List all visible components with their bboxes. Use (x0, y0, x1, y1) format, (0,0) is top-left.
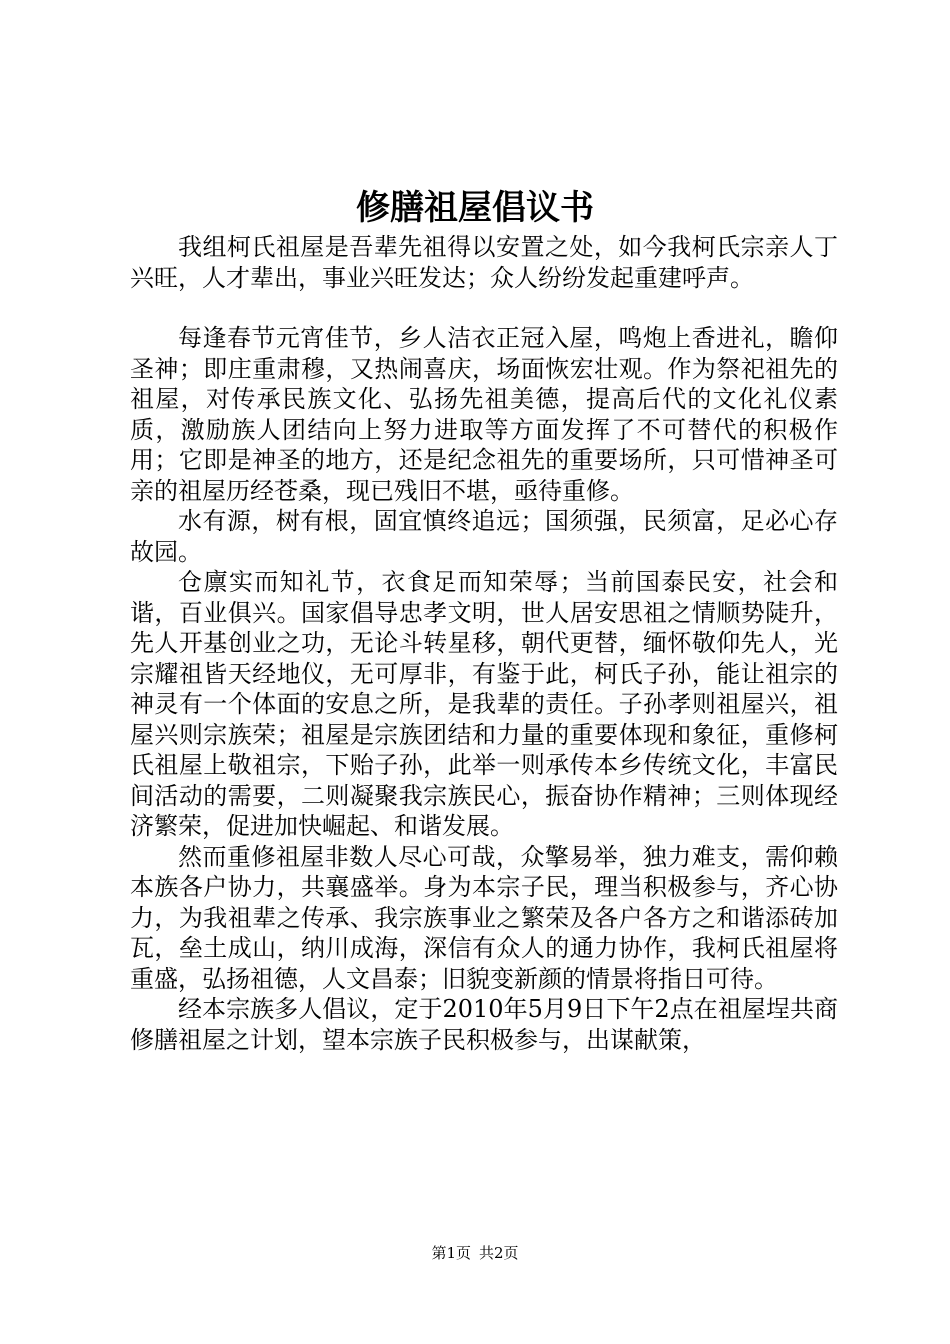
paragraph: 每逢春节元宵佳节，乡人洁衣正冠入屋，鸣炮上香进礼，瞻仰圣神；即庄重肃穆，又热闹喜庆，场面恢宏壮观。作为祭祀祖先的祖屋，对传承民族文化、弘扬先祖美德，提高后代的文化礼仪素质，激励族人团结向上努力进取等方面发挥了不可替代的积极作用；它即是神圣的地方，还是纪念祖先的重要场所，只可惜神圣可亲的祖屋历经苍桑，现已残旧不堪，亟待重修。 (130, 324, 838, 505)
paragraph: 仓廪实而知礼节，衣食足而知荣辱；当前国泰民安，社会和谐，百业俱兴。国家倡导忠孝文明，世人居安思祖之情顺势陡升，先人开基创业之功，无论斗转星移，朝代更替，缅怀敬仰先人，光宗耀祖皆天经地仪，无可厚非，有鉴于此，柯氏子孙，能让祖宗的神灵有一个体面的安息之所，是我辈的责任。子孙孝则祖屋兴，祖屋兴则宗族荣；祖屋是宗族团结和力量的重要体现和象征，重修柯氏祖屋上敬祖宗，下贻子孙，此举一则承传本乡传统文化，丰富民间活动的需要，二则凝聚我宗族民心，振奋协作精神；三则体现经济繁荣，促进加快崛起、和谐发展。 (130, 568, 838, 840)
paragraph: 我组柯氏祖屋是吾辈先祖得以安置之处，如今我柯氏宗亲人丁兴旺，人才辈出，事业兴旺发达；众人纷纷发起重建呼声。 (130, 233, 838, 292)
page-number: 第1页 (431, 1244, 471, 1262)
page-total: 共2页 (479, 1244, 519, 1262)
paragraph: 经本宗族多人倡议，定于2010年5月9日下午2点在祖屋埕共商修膳祖屋之计划，望本宗族子民积极参与，出谋献策， (130, 995, 838, 1054)
paragraph: 水有源，树有根，固宜慎终追远；国须强，民须富，足必心存故园。 (130, 507, 838, 566)
document-title: 修膳祖屋倡议书 (356, 188, 594, 228)
paragraph: 然而重修祖屋非数人尽心可哉，众擎易举，独力难支，需仰赖本族各户协力，共襄盛举。身为本宗子民，理当积极参与，齐心协力，为我祖辈之传承、我宗族事业之繁荣及各户各方之和谐添砖加瓦，垒土成山，纳川成海，深信有众人的通力协作，我柯氏祖屋将重盛，弘扬祖德，人文昌泰；旧貌变新颜的情景将指日可待。 (130, 842, 838, 993)
document-body (130, 232, 838, 1055)
page-footer (0, 1243, 950, 1263)
